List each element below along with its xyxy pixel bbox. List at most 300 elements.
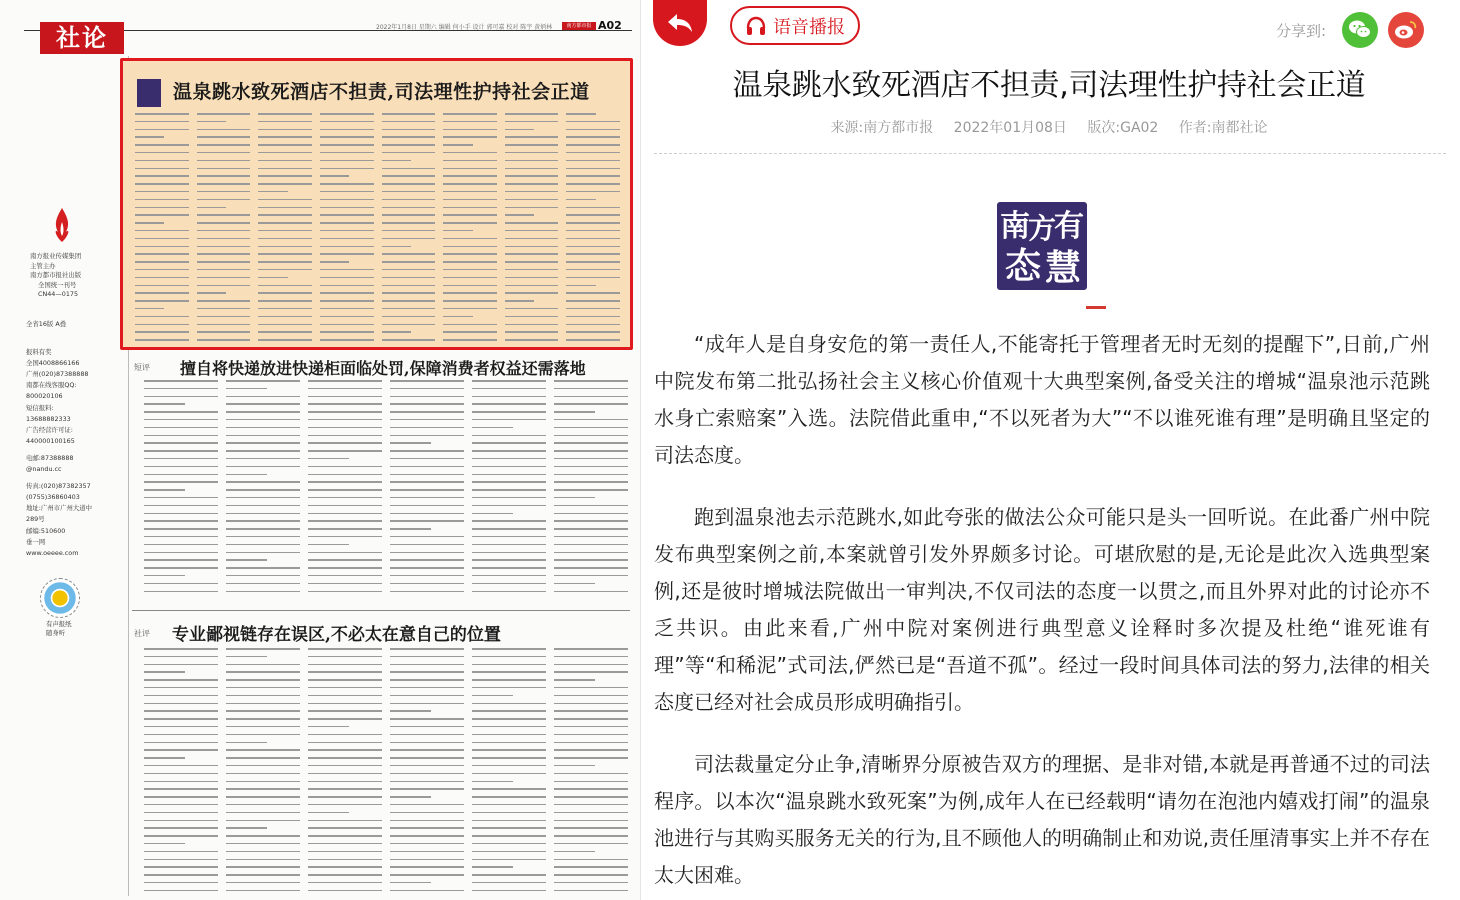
text-line	[554, 489, 628, 491]
text-line	[197, 316, 251, 318]
text-line	[566, 121, 620, 123]
text-line	[443, 331, 497, 333]
text-column	[226, 380, 300, 606]
text-line	[472, 874, 546, 876]
text-line	[144, 773, 218, 775]
text-line	[144, 403, 185, 405]
paper-dateline: 2022年1月8日 星期六 编辑 何小手 设计 郭可嘉 校对 陈宇 黄炳林	[376, 24, 553, 31]
text-line	[226, 820, 300, 822]
text-line	[320, 300, 374, 302]
text-line	[554, 827, 628, 829]
text-line	[197, 339, 251, 341]
text-line	[144, 788, 218, 790]
text-line	[226, 703, 300, 705]
text-line	[135, 269, 189, 271]
logo-char: 慧	[1044, 247, 1082, 289]
text-line	[226, 489, 300, 491]
text-line	[197, 222, 251, 224]
text-line	[135, 113, 189, 115]
text-line	[390, 843, 464, 845]
audio-broadcast-button[interactable]	[730, 6, 860, 45]
text-line	[390, 552, 464, 554]
text-line	[258, 222, 312, 224]
text-line	[554, 481, 628, 483]
text-line	[308, 528, 382, 530]
text-line	[197, 144, 251, 146]
text-line	[554, 742, 628, 744]
text-line	[258, 129, 312, 131]
text-line	[144, 388, 218, 390]
text-line	[308, 481, 382, 483]
text-line	[472, 559, 546, 561]
text-line	[566, 214, 620, 216]
text-line	[226, 734, 300, 736]
text-line	[226, 648, 300, 650]
text-column	[144, 380, 218, 606]
article-meta	[654, 117, 1444, 137]
text-line	[320, 331, 374, 333]
text-line	[197, 214, 251, 216]
text-line	[144, 567, 218, 569]
text-line	[443, 300, 497, 302]
text-line	[472, 749, 546, 751]
text-line	[554, 380, 628, 382]
text-line	[226, 513, 300, 515]
text-line	[505, 207, 559, 209]
text-line	[554, 536, 628, 538]
text-line	[144, 489, 185, 491]
text-line	[258, 199, 312, 201]
text-line	[554, 851, 595, 853]
text-line	[320, 214, 374, 216]
text-line	[382, 129, 436, 131]
text-line	[566, 168, 620, 170]
text-line	[390, 866, 464, 868]
text-line	[320, 121, 374, 123]
text-line	[390, 671, 464, 673]
text-line	[308, 591, 382, 593]
text-line	[472, 575, 546, 577]
text-line	[390, 559, 464, 561]
text-line	[135, 331, 189, 333]
text-column	[197, 113, 251, 339]
text-line	[258, 168, 312, 170]
text-line	[566, 308, 620, 310]
highlighted-lead-article[interactable]	[120, 58, 633, 350]
text-line	[472, 804, 546, 806]
text-line	[308, 497, 382, 499]
text-line	[472, 458, 546, 460]
text-line	[390, 481, 464, 483]
text-line	[382, 191, 436, 193]
text-line	[554, 403, 628, 405]
text-line	[308, 559, 382, 561]
text-line	[566, 324, 620, 326]
text-line	[308, 403, 382, 405]
logo-char: 南	[1000, 209, 1030, 244]
wechat-icon	[1348, 19, 1372, 41]
text-line	[226, 765, 300, 767]
text-line	[443, 238, 497, 240]
text-line	[443, 144, 472, 146]
text-line	[144, 474, 218, 476]
text-line	[390, 781, 464, 783]
text-line	[308, 812, 349, 814]
text-line	[566, 285, 595, 287]
text-line	[144, 796, 218, 798]
text-line	[472, 567, 546, 569]
publisher-line: 南方报业传媒集团	[30, 252, 82, 260]
text-line	[505, 121, 559, 123]
article-rule	[132, 610, 630, 611]
contact-line: 广州(020)87388888	[26, 370, 89, 379]
text-line	[135, 160, 189, 162]
text-line	[226, 380, 300, 382]
text-line	[144, 536, 218, 538]
text-line	[320, 113, 374, 115]
text-line	[472, 435, 546, 437]
text-line	[554, 656, 628, 658]
text-line	[443, 168, 497, 170]
text-line	[554, 835, 628, 837]
text-line	[197, 261, 251, 263]
text-line	[390, 890, 464, 892]
text-line	[144, 380, 218, 382]
text-line	[320, 316, 374, 318]
text-line	[472, 679, 546, 681]
contact-line: 289号	[26, 515, 45, 524]
text-line	[226, 575, 300, 577]
text-line	[320, 199, 374, 201]
text-line	[554, 591, 628, 593]
text-line	[472, 671, 546, 673]
text-line	[382, 277, 436, 279]
weibo-icon	[1394, 19, 1418, 41]
text-line	[554, 552, 628, 554]
text-line	[443, 136, 497, 138]
section-badge: 社论	[40, 22, 124, 54]
text-line	[390, 827, 464, 829]
text-line	[554, 843, 628, 845]
text-line	[554, 435, 628, 437]
text-line	[390, 718, 464, 720]
text-line	[197, 308, 251, 310]
text-line	[554, 695, 628, 697]
text-line	[226, 552, 300, 554]
text-line	[226, 890, 300, 892]
text-line	[144, 411, 218, 413]
text-line	[197, 285, 251, 287]
text-line	[320, 160, 374, 162]
text-line	[566, 277, 620, 279]
text-line	[144, 679, 218, 681]
text-line	[472, 544, 546, 546]
text-line	[144, 695, 218, 697]
text-line	[320, 339, 374, 341]
text-line	[258, 121, 312, 123]
text-line	[308, 664, 382, 666]
column-seal-icon	[137, 79, 161, 107]
text-line	[226, 851, 300, 853]
text-line	[505, 175, 559, 177]
text-line	[308, 796, 382, 798]
text-line	[135, 199, 189, 201]
text-line	[505, 300, 534, 302]
text-line	[390, 726, 464, 728]
text-line	[308, 820, 382, 822]
text-line	[144, 419, 218, 421]
newspaper-page-image[interactable]	[0, 0, 640, 900]
text-line	[390, 380, 464, 382]
text-line	[554, 427, 628, 429]
text-line	[226, 749, 300, 751]
text-line	[320, 308, 374, 310]
text-line	[144, 466, 218, 468]
text-line	[505, 285, 559, 287]
text-line	[554, 687, 628, 689]
text-line	[226, 687, 300, 689]
text-line	[308, 679, 382, 681]
text-line	[554, 528, 628, 530]
text-line	[258, 246, 312, 248]
text-line	[144, 866, 218, 868]
text-line	[554, 765, 595, 767]
text-line	[226, 427, 300, 429]
text-line	[554, 788, 628, 790]
text-line	[308, 851, 382, 853]
text-line	[197, 113, 251, 115]
text-line	[505, 222, 559, 224]
text-line	[566, 191, 620, 193]
text-line	[390, 435, 464, 437]
text-line	[566, 113, 595, 115]
logo-char: 态	[1004, 245, 1042, 287]
article3-headline[interactable]: 专业鄙视链存在误区,不必太在意自己的位置	[172, 625, 501, 645]
text-line	[554, 466, 628, 468]
text-line	[258, 269, 312, 271]
text-line	[226, 591, 300, 593]
text-line	[308, 742, 382, 744]
qr-caption-line: 随身听	[46, 629, 66, 637]
text-line	[390, 513, 464, 515]
text-line	[226, 835, 300, 837]
text-line	[554, 411, 595, 413]
text-line	[135, 238, 189, 240]
text-line	[566, 331, 620, 333]
text-line	[144, 742, 218, 744]
text-line	[390, 656, 464, 658]
text-line	[308, 835, 382, 837]
text-line	[226, 450, 300, 452]
text-line	[566, 300, 620, 302]
text-line	[554, 664, 628, 666]
text-line	[390, 419, 464, 421]
text-line	[144, 734, 218, 736]
text-line	[226, 411, 300, 413]
text-line	[320, 183, 374, 185]
text-line	[308, 520, 382, 522]
text-line	[308, 419, 382, 421]
text-line	[505, 238, 559, 240]
text-line	[144, 812, 218, 814]
text-line	[390, 520, 464, 522]
text-line	[554, 718, 628, 720]
text-line	[472, 757, 546, 759]
text-line	[472, 882, 546, 884]
text-line	[472, 664, 546, 666]
text-line	[320, 261, 349, 263]
back-button[interactable]	[653, 0, 707, 46]
text-line	[472, 552, 546, 554]
text-line	[258, 324, 312, 326]
text-line	[390, 796, 431, 798]
text-line	[472, 396, 546, 398]
text-column	[382, 113, 436, 339]
text-line	[505, 144, 559, 146]
text-line	[226, 419, 300, 421]
text-line	[390, 591, 464, 593]
text-line	[382, 246, 411, 248]
text-line	[226, 466, 300, 468]
article-author: 作者:南都社论	[1178, 120, 1268, 136]
text-line	[320, 324, 374, 326]
text-line	[566, 269, 620, 271]
text-line	[144, 890, 218, 892]
text-line	[554, 671, 628, 673]
text-line	[472, 726, 546, 728]
text-line	[135, 222, 164, 224]
text-line	[226, 788, 300, 790]
text-line	[443, 160, 497, 162]
text-line	[554, 703, 628, 705]
text-line	[308, 458, 349, 460]
text-line	[390, 765, 464, 767]
text-line	[258, 152, 312, 154]
publisher-line: 南方都市报社出版	[30, 271, 82, 279]
text-column	[554, 380, 628, 606]
text-line	[554, 749, 628, 751]
contact-line: @nandu.cc	[26, 465, 62, 473]
text-column	[505, 113, 559, 339]
text-line	[472, 765, 546, 767]
text-line	[197, 175, 251, 177]
text-line	[382, 324, 436, 326]
publisher-line: 主管主办	[30, 261, 56, 270]
text-line	[308, 505, 382, 507]
text-line	[554, 734, 628, 736]
text-line	[226, 804, 300, 806]
contact-line: 南都在线客服QQ:	[26, 381, 77, 390]
text-line	[443, 129, 497, 131]
text-line	[472, 820, 546, 822]
contact-line: 13688882333	[26, 414, 71, 423]
text-line	[308, 396, 382, 398]
text-column	[472, 380, 546, 606]
text-line	[226, 559, 267, 561]
text-line	[135, 292, 189, 294]
text-line	[308, 466, 382, 468]
text-line	[554, 820, 628, 822]
qr-caption-line: 有声报纸	[46, 620, 72, 628]
text-column	[443, 113, 497, 339]
text-line	[472, 890, 546, 892]
text-line	[382, 253, 436, 255]
text-line	[197, 136, 251, 138]
text-line	[390, 749, 464, 751]
text-line	[472, 442, 546, 444]
text-line	[144, 835, 218, 837]
text-line	[443, 246, 497, 248]
article-paragraph: 跑到温泉池去示范跳水,如此夸张的做法公众可能只是头一回听说。在此番广州中院发布典型案例之前,本案就曾引发外界颇多讨论。可堪欣慰的是,无论是此次入选典型案例,还是彼时增城法院做出一审判决,不仅司法的态度一以贯之,而且外界对此的讨论亦不乏共识。由此来看,广州中院对案例进行典型意义诠释时多次提及杜绝“谁死谁有理”等“和稀泥”式司法,俨然已是“吾道不孤”。经过一段时间具体司法的努力,法律的相关态度已经对社会成员形成明确指引。	[654, 505, 1430, 714]
text-line	[144, 726, 218, 728]
text-line	[443, 316, 472, 318]
text-line	[320, 175, 349, 177]
text-line	[390, 567, 464, 569]
text-line	[505, 339, 559, 341]
text-line	[505, 168, 559, 170]
text-line	[144, 671, 185, 673]
text-line	[144, 781, 218, 783]
share-weibo-button[interactable]	[1388, 12, 1424, 48]
text-line	[443, 199, 497, 201]
text-line	[505, 316, 559, 318]
text-line	[226, 403, 300, 405]
text-line	[390, 474, 464, 476]
text-line	[554, 866, 628, 868]
text-line	[226, 710, 300, 712]
text-line	[135, 285, 189, 287]
pane-divider	[640, 0, 641, 900]
text-line	[144, 450, 218, 452]
article2-headline[interactable]: 擅自将快递放进快递柜面临处罚,保障消费者权益还需落地	[180, 359, 586, 378]
text-line	[472, 703, 546, 705]
text-line	[308, 489, 382, 491]
text-line	[135, 277, 189, 279]
text-line	[135, 316, 189, 318]
text-line	[308, 765, 382, 767]
text-line	[308, 575, 382, 577]
text-line	[144, 703, 218, 705]
text-line	[226, 396, 300, 398]
text-line	[382, 183, 436, 185]
text-line	[566, 246, 620, 248]
text-line	[390, 812, 464, 814]
text-line	[197, 199, 251, 201]
text-line	[144, 874, 218, 876]
text-line	[390, 458, 464, 460]
text-line	[197, 152, 251, 154]
text-line	[566, 230, 620, 232]
text-column	[566, 113, 620, 339]
text-line	[443, 230, 472, 232]
text-line	[566, 175, 620, 177]
text-line	[505, 292, 559, 294]
text-column	[135, 113, 189, 339]
text-line	[382, 339, 436, 341]
article-body	[654, 326, 1430, 900]
text-line	[144, 687, 218, 689]
text-line	[472, 450, 546, 452]
share-wechat-button[interactable]	[1342, 12, 1378, 48]
contact-line: 440000100165	[26, 436, 75, 445]
text-line	[472, 403, 546, 405]
text-line	[226, 505, 300, 507]
text-line	[320, 269, 374, 271]
text-line	[320, 277, 374, 279]
text-line	[390, 544, 464, 546]
text-line	[390, 575, 464, 577]
text-line	[258, 113, 312, 115]
